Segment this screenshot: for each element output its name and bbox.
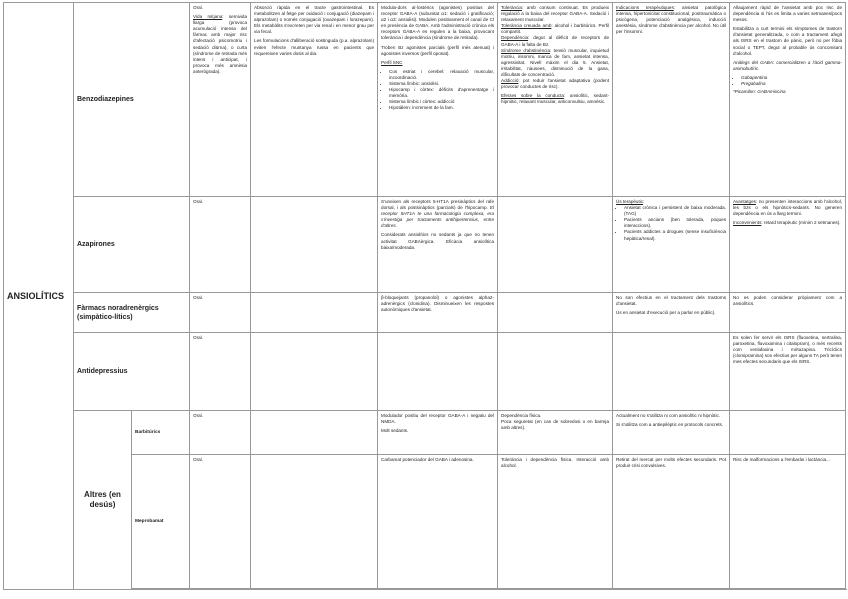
indications-paragraph-1: Actualment no s'utilitza ni com ansiolític ni hipnòtic.	[616, 413, 721, 418]
drawbacks-text	[733, 220, 842, 226]
drug-class-cell	[74, 333, 190, 411]
drug-class-cell	[74, 293, 190, 333]
pharmacokinetics-cell	[251, 411, 378, 455]
gaba-analogs-list	[733, 75, 842, 87]
notes-cell	[730, 411, 846, 455]
indications-cell	[613, 333, 730, 411]
admin-text: Oral.	[193, 5, 203, 10]
group-title: ANSIOLÍTICS	[7, 290, 65, 301]
list-item: • Pregabalina	[741, 81, 842, 87]
list-item: • Hipocamp i còrtex: dèficits d'aprenentatge i memòria.	[389, 87, 494, 99]
desc: : alcohol i barbitúrics. Perfil compartit.	[501, 23, 610, 35]
admin-cell	[190, 411, 251, 455]
label: Avantatges	[733, 199, 756, 204]
mech-paragraph-2: Considerats ansiolítics no sedants ja que no tenen activitat GABAèrgica. Eficàcia ansiolítica baixa/moderada.	[381, 232, 495, 250]
list-item: • Hipotàlem: increment de la fam.	[389, 105, 494, 111]
mech-text: Carbamat potenciador del GABA i adenosina.	[381, 457, 474, 462]
spacer-cell	[132, 589, 846, 590]
list-item: • Cos estriat i cerebel: relaxació muscular, incoordinació.	[389, 69, 494, 81]
snc-list	[381, 69, 494, 112]
row-antidepressants	[4, 333, 846, 411]
pharmacokinetics-cell	[251, 455, 378, 589]
indications-cell	[613, 411, 730, 455]
tolerance-text	[501, 5, 609, 23]
desc: : degut al dèficit de receptors de GABA-A i la falta de Bz.	[501, 35, 610, 47]
list-item: • Pacients addictes a drogues (sense insuficiència hepàtica/renal).	[624, 229, 726, 241]
notes-paragraph-3: Anàlegs del GABA: comercialitzen a l'àcid gamma-aminobutíric.	[733, 59, 843, 71]
cross-tolerance-text	[501, 23, 609, 35]
label: Addicció	[501, 78, 519, 84]
mech-paragraph-1	[381, 199, 494, 229]
label: Efectes sobre la conducta	[501, 93, 564, 99]
effects-cell	[498, 3, 613, 197]
pharmacokinetics-cell	[251, 197, 378, 293]
indications-cell	[613, 293, 730, 333]
desc: : retard terapèutic (mínim 2 setmanes).	[761, 220, 841, 226]
mechanism-cell	[378, 293, 498, 333]
mechanism-cell	[378, 455, 498, 589]
indications-cell	[613, 455, 730, 589]
indications-paragraph-2: Ús en ansietat d'execució per a parlar en públic).	[616, 310, 716, 316]
group-title-cell	[4, 3, 74, 590]
subclass-name: Barbitúrics	[135, 429, 161, 435]
notes-cell	[730, 455, 846, 589]
mech-paragraph-1: Modula-dors al·lostèrics (agonistes) positius del receptor GABA-A (subunitat α1: sedació i gratificació; α2 i α3: ansiolisi). Modulen positivament el canal de Cl en presència de GABA. Amb l'administració crònica els receptors GABA-A es regulen a la baixa, provocant tolerància i dependència (síndrome de retirada).	[381, 5, 495, 41]
addiction-text	[501, 78, 609, 90]
label: Ús terapèutic	[616, 199, 644, 204]
subclass-name: Meprobamat	[135, 518, 164, 524]
indications-text	[616, 5, 726, 35]
notes-text: Es solen fer servir els ISRS (fluoxetina, sertralina, paroxetina, fluvoxamina i citalopram), o més recents com venlafaxina i mirtazapina. Tricíclics (clomipramina) son efectius per alguns TA però tenen mes efectes secundaris que els ISRS.	[733, 335, 843, 365]
dependence-text	[501, 35, 609, 47]
row-noradrenergics	[4, 293, 846, 333]
list-item: • Gabapentina	[741, 75, 842, 81]
effects-cell	[498, 455, 613, 589]
admin-text: Oral.	[193, 413, 203, 418]
mech-paragraph-1: Modulador positiu del receptor GABA-A i negatiu del NMDA.	[381, 413, 495, 425]
notes-text: Risc de malformacions a l'embaràs i lactància...	[733, 457, 830, 462]
effects-cell	[498, 293, 613, 333]
snc-label: Perfil SNC	[381, 59, 403, 65]
drug-class-name: Fàrmacs noradrenèrgics (simpàtico-lítics)	[77, 304, 159, 321]
effects-text: Tolerància i dependència física. Interacció amb alcohol.	[501, 457, 610, 469]
pharmacokinetics-cell	[251, 333, 378, 411]
admin-cell	[190, 333, 251, 411]
halflife-desc: : semivida llarga (provoca acumulació intensa del fàrmac amb major risc d'afectació psicomotriu i sedació diürna), o curta (síndrome de retirada més intens i anticipat, i provoca més amnèsia anterògrada).	[193, 14, 248, 74]
notes-cell	[730, 3, 846, 197]
subclass-cell	[132, 411, 190, 455]
pk-paragraph-2: Les formulacions d'alliberació sostinguda (p.a. alprazolam) eviten l'efecte muntanya russa en pacients que requereixen varies dosis al dia.	[254, 38, 375, 56]
notes-cell	[730, 293, 846, 333]
row-barbiturates	[4, 411, 846, 455]
admin-cell	[190, 455, 251, 589]
list-item: • Sistema límbic: ansiolisi.	[389, 81, 494, 87]
indications-text: Retirat del mercat per molts efectes secundaris. Pot produir crisi convulsives.	[616, 457, 727, 469]
admin-text: Oral.	[193, 199, 203, 204]
admin-text: Oral.	[193, 457, 203, 462]
drug-class-cell	[74, 197, 190, 293]
mechanism-cell	[378, 197, 498, 293]
drug-class-name: Benzodiazepines	[77, 96, 134, 103]
row-benzodiazepines	[4, 3, 846, 197]
pharmacokinetics-cell	[251, 3, 378, 197]
halflife-label: Vida mitjana	[193, 14, 223, 20]
drug-class-name: Antidepressius	[77, 368, 128, 375]
notes-cell	[730, 197, 846, 293]
mechanism-cell	[378, 333, 498, 411]
effects-cell	[498, 333, 613, 411]
mechanism-cell	[378, 3, 498, 197]
drug-class-name: Azapirones	[77, 241, 115, 248]
label: Síndrome d'abstinència	[501, 47, 550, 53]
mech-paragraph-2: Molt sedants.	[381, 428, 409, 434]
notes-text: No es poden considerar pròpiament com a ansiolítics.	[733, 295, 843, 307]
advantages-text	[733, 199, 842, 217]
label: Inconvenients	[733, 220, 762, 226]
text: S'uneixen als receptors 5-HT1A presinàptics del rafe dorsal, i als postsinàptics (parcials) de l'hipocamp.	[381, 199, 495, 211]
effects-cell	[498, 197, 613, 293]
indications-cell	[613, 197, 730, 293]
admin-cell	[190, 3, 251, 197]
desc: : tensió muscular, inquietud motriu, insomni, manca de fam, ansietat intensa, agressivitat. Nivell màxim el dia 5. Ansietat, irritabilitat, nàusees, disminució de la gana, dificultats de concentració.	[501, 47, 610, 78]
notes-paragraph-2: Estabilitza a curt termini els símptomes de trastorn d'ansietat generalitzada, o com a tractament afegit als ISRS en el trastorn de pànic, però no per fòbia social o TEPT, degut al probable ús concomitant d'alcohol.	[733, 26, 843, 56]
text-italic: El receptor 5HT1A te una farmacologia complexa, era s'investiga per tractaments antihipertensius, entre d'altres.	[381, 205, 495, 229]
mechanism-cell	[378, 411, 498, 455]
row-azapirones	[4, 197, 846, 293]
ansiolytics-table	[3, 2, 846, 590]
list-item: • Ansietat crònica i persistent de baixa moderada. (TAG)	[624, 205, 726, 217]
mech-text: β-bloquejants (propanolol) o agonistes alpha2-adrenèrgics (clonidina). Disminueixen les respostes autonòmiques d'ansietat.	[381, 295, 495, 313]
label: Indicacions terapèutiques	[616, 5, 674, 10]
drug-class-name: Altres (en desús)	[84, 490, 121, 509]
pharmacokinetics-cell	[251, 293, 378, 333]
effects-paragraph-1: Dependència física.	[501, 413, 542, 418]
notes-cell	[730, 333, 846, 411]
desc: :	[643, 199, 645, 204]
list-item: • Sistema límbic i còrtex: addicció	[389, 99, 494, 105]
pk-paragraph-1: Absorció ràpida en el tracte gastrointestinal. Es metabolitzen al fetge per oxidació i conjugació (diazepam i alprazolam) o només conjugació (oxazepam i lorazepam). Els metabòlits s'excreten per via renal i en menor grau per via fecal.	[254, 5, 375, 35]
desc: : ansietat patològica intensa, hipertonicitat constitucional, posttraumàtica o psicògena, potenciació analgèsica, inducció anestèsia, síndrome d'abstinència per alcohol. No útil per l'insomni.	[616, 5, 727, 35]
footnote: *Picamilon: GABAmiscina	[733, 89, 786, 95]
behaviour-effects-text	[501, 93, 609, 105]
desc: : pot reduir l'ansietat adaptativa (podent provocar conductes de risc).	[501, 78, 610, 90]
indications-cell	[613, 3, 730, 197]
admin-cell	[190, 293, 251, 333]
list-item: • Pacients ancians (ben tolerada, poques interaccions).	[624, 217, 726, 229]
mech-paragraph-2: Troben Bz agonistes parcials (perfil més atenuat) i agonistes inversos (perfil oposat).	[381, 44, 495, 56]
subclass-cell	[132, 455, 190, 589]
desc: : no presenten interaccions amb l'alcohol, les bzs o els hipnòtics-sedants. No generen dependència en ús a llarg termini.	[733, 199, 843, 217]
therapeutic-use-list	[616, 205, 726, 242]
desc: : ansiolític, sedant-hipnòtic, relaxant muscular, anticonvulsiu, amnèsic.	[501, 93, 609, 105]
admin-text: Oral.	[193, 335, 203, 340]
effects-cell	[498, 411, 613, 455]
drug-class-cell	[74, 411, 132, 590]
label: Dependència	[501, 35, 529, 41]
effects-paragraph-2: Poca seguretat (en cas de sobredosi o en barreja amb altres).	[501, 419, 610, 431]
indications-paragraph-1: No son efectius en el tractament dels trastorns d'ansietat.	[616, 295, 727, 307]
indications-paragraph-2: Si s'utilitza com a antiepilèptic en protocols concrets.	[616, 422, 724, 428]
notes-paragraph-1: Allaujament ràpid de l'ansietat amb poc risc de dependència si l'ús es limita a varies setmanes/pocs mesos.	[733, 5, 843, 23]
desc: : amb consum continuat. Es produeix regulació a la baixa del receptor GABA-A. Sedació i relaxament muscular.	[501, 5, 610, 23]
label: Tolerància creuada amb	[501, 23, 552, 29]
admin-text: Oral.	[193, 295, 203, 300]
admin-cell	[190, 197, 251, 293]
drug-class-cell	[74, 3, 190, 197]
halflife-text	[193, 14, 247, 75]
label: Tolerància	[501, 5, 522, 10]
withdrawal-text	[501, 48, 609, 78]
